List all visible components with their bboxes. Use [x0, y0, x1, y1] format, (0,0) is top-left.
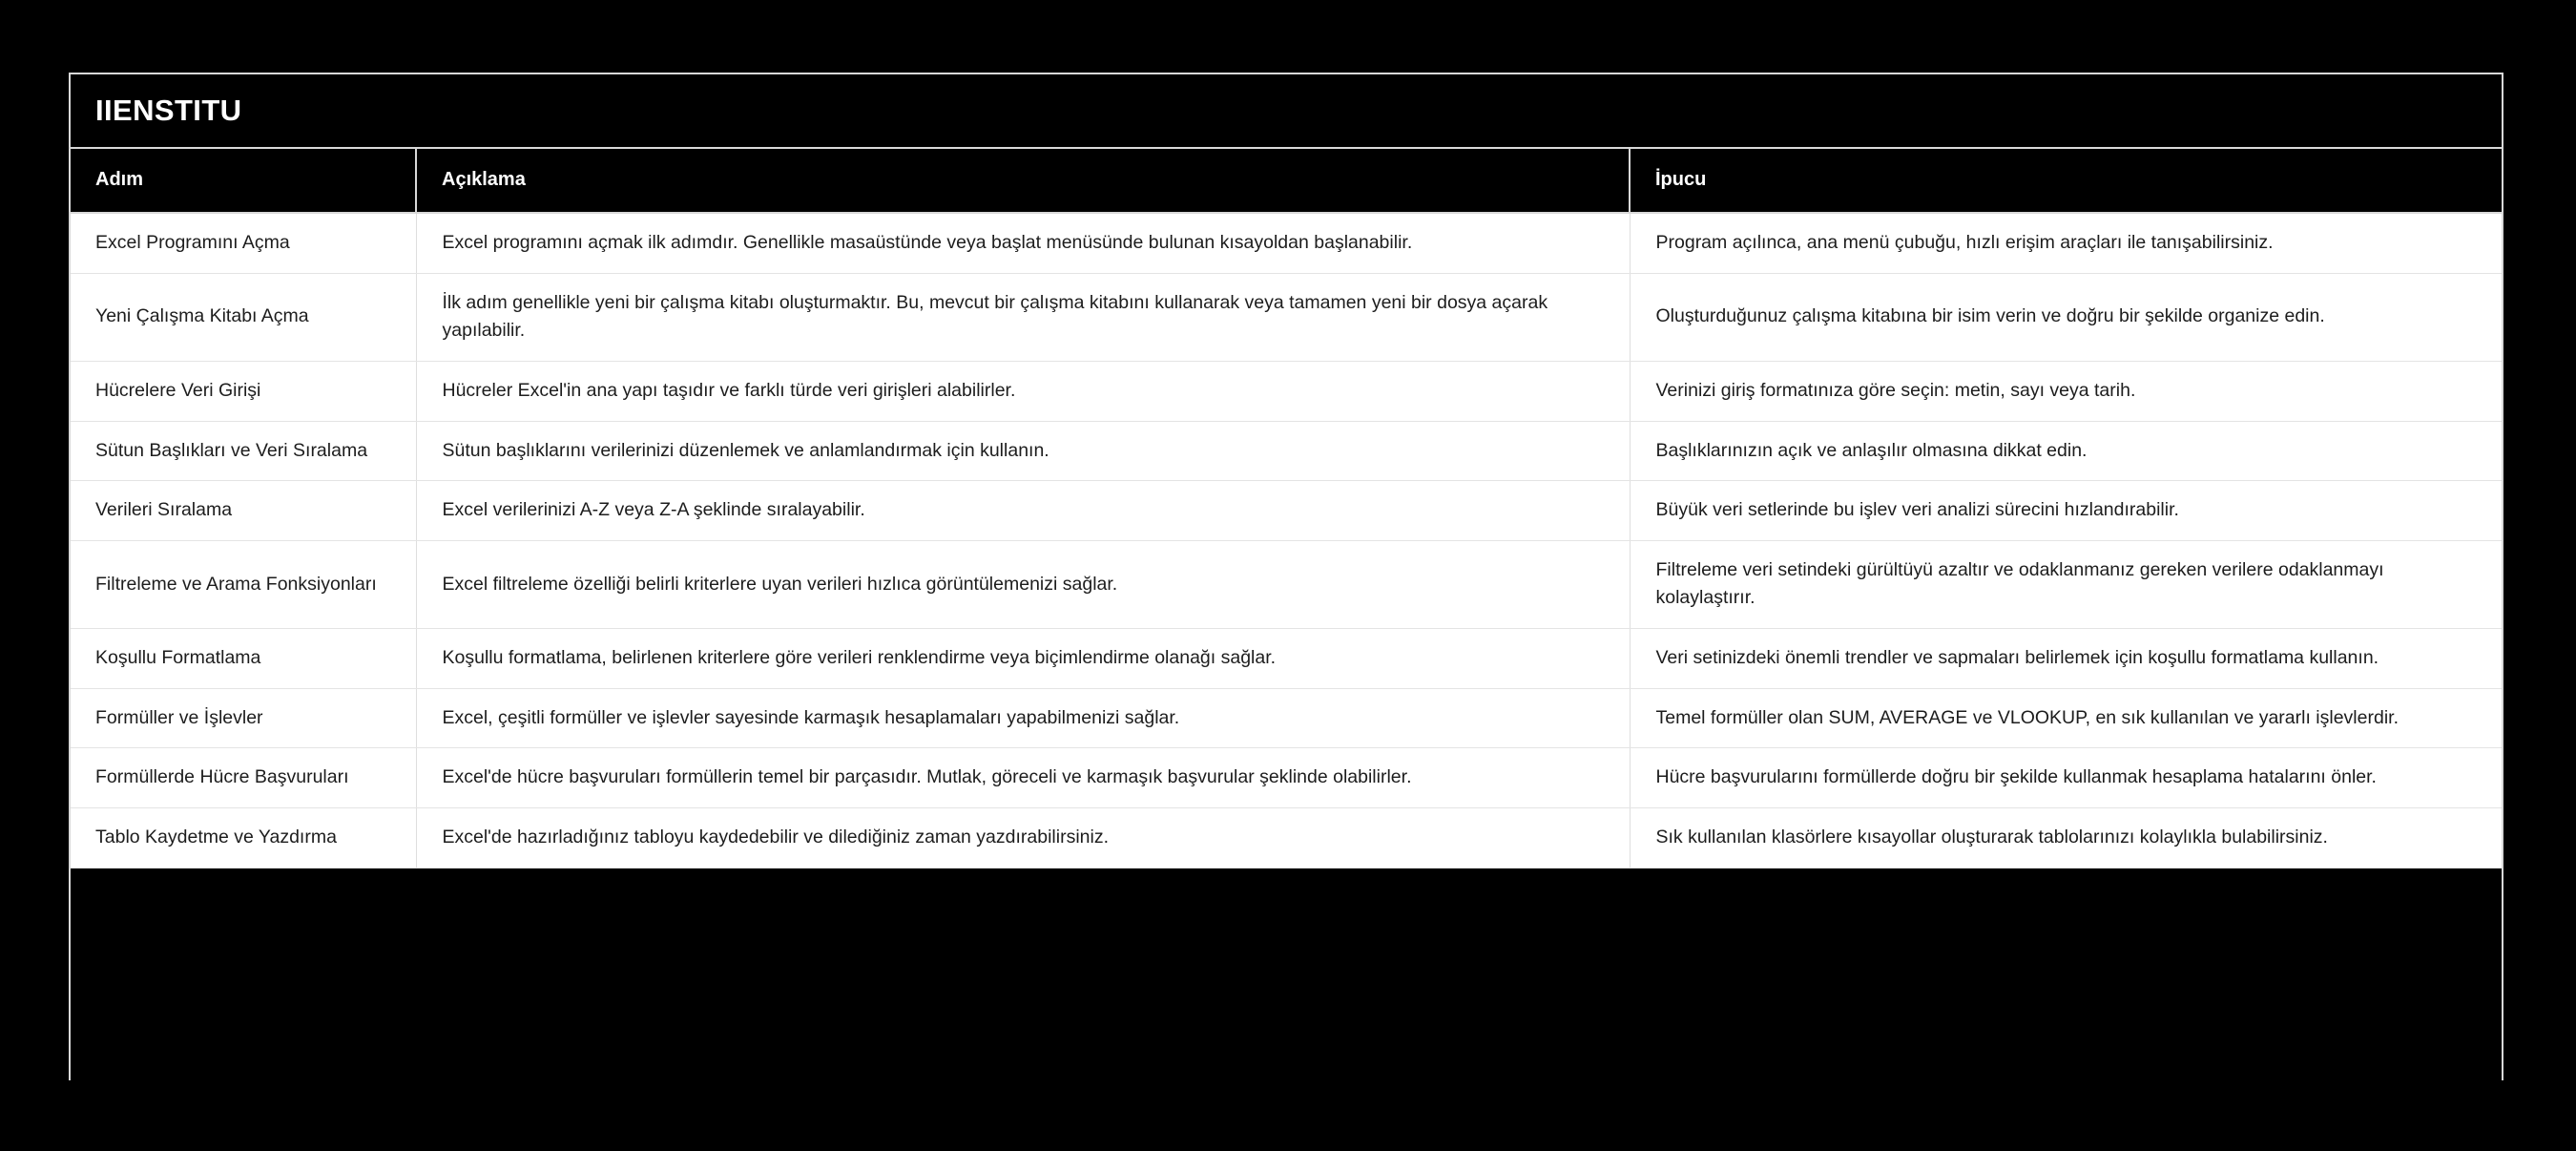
table-row	[71, 213, 2502, 273]
cell-adim: Hücrelere Veri Girişi	[71, 361, 416, 421]
brand-title-bar	[71, 74, 2502, 149]
cell-aciklama: Excel, çeşitli formüller ve işlevler sayesinde karmaşık hesaplamaları yapabilmenizi sağlar.	[416, 688, 1630, 748]
cell-aciklama: Koşullu formatlama, belirlenen kriterlere göre verileri renklendirme veya biçimlendirme olanağı sağlar.	[416, 629, 1630, 689]
cell-adim: Yeni Çalışma Kitabı Açma	[71, 273, 416, 361]
column-header-ipucu: İpucu	[1630, 149, 2502, 213]
cell-ipucu: Başlıklarınızın açık ve anlaşılır olmasına dikkat edin.	[1630, 421, 2502, 481]
cell-ipucu: Oluşturduğunuz çalışma kitabına bir isim verin ve doğru bir şekilde organize edin.	[1630, 273, 2502, 361]
cell-aciklama: Sütun başlıklarını verilerinizi düzenlemek ve anlamlandırmak için kullanın.	[416, 421, 1630, 481]
cell-ipucu: Temel formüller olan SUM, AVERAGE ve VLOOKUP, en sık kullanılan ve yararlı işlevlerdir.	[1630, 688, 2502, 748]
table-row	[71, 361, 2502, 421]
info-table-card	[69, 73, 2503, 1080]
table-body	[71, 213, 2502, 868]
table-row	[71, 481, 2502, 541]
cell-aciklama: Excel verilerinizi A-Z veya Z-A şeklinde sıralayabilir.	[416, 481, 1630, 541]
steps-table	[71, 149, 2502, 868]
cell-aciklama: İlk adım genellikle yeni bir çalışma kitabı oluşturmaktır. Bu, mevcut bir çalışma kitabını kullanarak veya tamamen yeni bir dosya açarak yapılabilir.	[416, 273, 1630, 361]
cell-ipucu: Büyük veri setlerinde bu işlev veri analizi sürecini hızlandırabilir.	[1630, 481, 2502, 541]
cell-ipucu: Filtreleme veri setindeki gürültüyü azaltır ve odaklanmanız gereken verilere odaklanmayı kolaylaştırır.	[1630, 540, 2502, 628]
cell-ipucu: Verinizi giriş formatınıza göre seçin: metin, sayı veya tarih.	[1630, 361, 2502, 421]
cell-aciklama: Excel'de hücre başvuruları formüllerin temel bir parçasıdır. Mutlak, göreceli ve karmaşık başvurular şeklinde olabilirler.	[416, 748, 1630, 808]
cell-aciklama: Excel programını açmak ilk adımdır. Genellikle masaüstünde veya başlat menüsünde bulunan kısayoldan başlanabilir.	[416, 213, 1630, 273]
cell-ipucu: Hücre başvurularını formüllerde doğru bir şekilde kullanmak hesaplama hatalarını önler.	[1630, 748, 2502, 808]
brand-title: IIENSTITU	[95, 94, 242, 127]
cell-adim: Formüllerde Hücre Başvuruları	[71, 748, 416, 808]
cell-ipucu: Program açılınca, ana menü çubuğu, hızlı erişim araçları ile tanışabilirsiniz.	[1630, 213, 2502, 273]
cell-aciklama: Excel filtreleme özelliği belirli kriterlere uyan verileri hızlıca görüntülemenizi sağlar.	[416, 540, 1630, 628]
cell-adim: Excel Programını Açma	[71, 213, 416, 273]
cell-adim: Koşullu Formatlama	[71, 629, 416, 689]
table-header-row	[71, 149, 2502, 213]
cell-ipucu: Sık kullanılan klasörlere kısayollar oluşturarak tablolarınızı kolaylıkla bulabilirsiniz.	[1630, 807, 2502, 868]
cell-aciklama: Excel'de hazırladığınız tabloyu kaydedebilir ve dilediğiniz zaman yazdırabilirsiniz.	[416, 807, 1630, 868]
table-row	[71, 807, 2502, 868]
table-row	[71, 688, 2502, 748]
table-row	[71, 748, 2502, 808]
cell-adim: Tablo Kaydetme ve Yazdırma	[71, 807, 416, 868]
cell-adim: Sütun Başlıkları ve Veri Sıralama	[71, 421, 416, 481]
cell-adim: Verileri Sıralama	[71, 481, 416, 541]
table-row	[71, 273, 2502, 361]
column-header-aciklama: Açıklama	[416, 149, 1630, 213]
cell-adim: Filtreleme ve Arama Fonksiyonları	[71, 540, 416, 628]
column-header-adim: Adım	[71, 149, 416, 213]
table-row	[71, 540, 2502, 628]
table-row	[71, 629, 2502, 689]
cell-adim: Formüller ve İşlevler	[71, 688, 416, 748]
cell-ipucu: Veri setinizdeki önemli trendler ve sapmaları belirlemek için koşullu formatlama kullanın.	[1630, 629, 2502, 689]
cell-aciklama: Hücreler Excel'in ana yapı taşıdır ve farklı türde veri girişleri alabilirler.	[416, 361, 1630, 421]
table-row	[71, 421, 2502, 481]
table-head	[71, 149, 2502, 213]
